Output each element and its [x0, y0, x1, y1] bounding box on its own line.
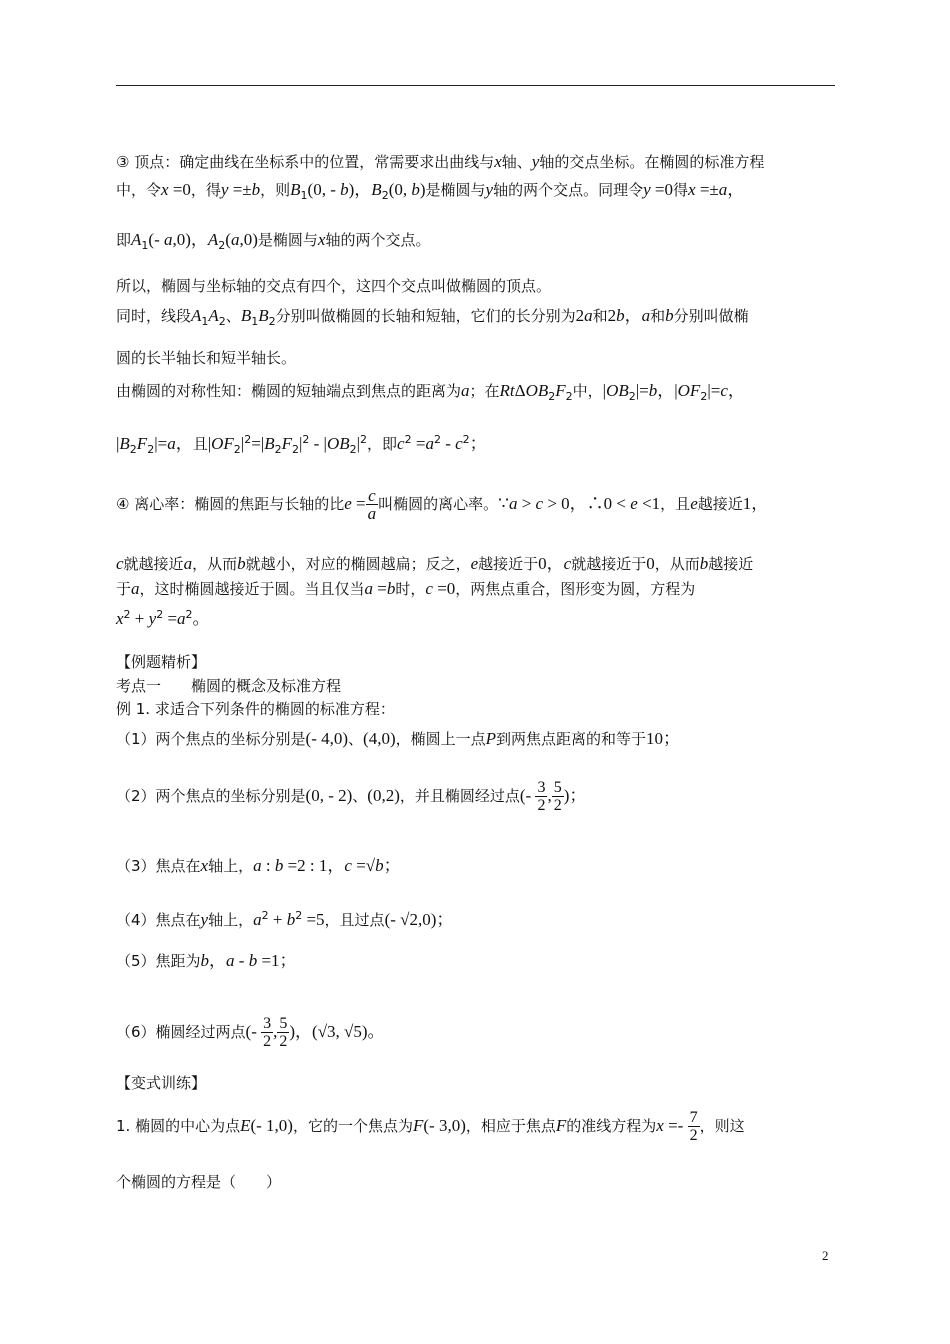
text: ，得 [190, 181, 221, 199]
text: 越接近于 [478, 555, 539, 573]
text: 同时，线段 [116, 307, 192, 325]
item-5: （5）焦距为b，a - b =1； [116, 951, 297, 970]
text: 越接近 [708, 555, 754, 573]
text: 得 [673, 181, 689, 199]
fraction-c-over-a: $\frac{c}{a}$ [367, 486, 377, 523]
text: 轴的两个交点。 [325, 231, 431, 249]
variant-1-line1: 1. 椭圆的中心为点E(- 1,0)，它的一个焦点为F(- 3,0)，相应于焦点F的准线方程为x =- $\frac{7}{2}$ ，则这 [116, 1109, 745, 1144]
text: （5）焦距为 [116, 952, 201, 970]
text: 分别叫做椭 [673, 307, 749, 325]
header-rule [116, 85, 835, 86]
text: 、 [352, 787, 368, 805]
text: ；在 [469, 382, 500, 400]
text: 是椭圆与 [257, 231, 318, 249]
para3-line2: 中，令x =0，得y =±b，则$B_1(0$, - b)，$B_2(0$, b)是椭圆与y轴的两个交点。同理令y =0得x =±a， [116, 180, 745, 202]
text: 、 [348, 730, 364, 748]
text: 且 [192, 435, 208, 453]
text: 轴上， [208, 857, 254, 875]
text: ，且过点 [324, 911, 385, 929]
para3-line3: 即$A_1(-$ a,0)，$A_2(a,0)$是椭圆与x轴的两个交点。 [116, 230, 431, 252]
text: 时， [395, 580, 426, 598]
text: 、 [225, 307, 241, 325]
text: ，这时椭圆越接近于圆。当且仅当 [139, 580, 365, 598]
text: ，且 [660, 495, 691, 513]
text: ④ 离心率：椭圆的焦距与长轴的比 [116, 495, 345, 513]
text: 分别叫做椭圆的长轴和短轴，它们的长分别为 [275, 307, 576, 325]
item-6: （6）椭圆经过两点(- $\frac{3}{2}$ , $\frac{5}{2}$ )，(√3, √5)。 [116, 1015, 385, 1050]
topic-title: 考点一 椭圆的概念及标准方程 [116, 677, 342, 695]
item-4: （4）焦点在y轴上，$a^2 + b^2 =5$，且过点(- √2,0)； [116, 909, 454, 929]
para4-line3: 于a，这时椭圆越接近于圆。当且仅当a =b时，c =0，两焦点重合，图形变为圆，方程为 [116, 579, 696, 598]
para4-line2: c就越接近a，从而b就越小，对应的椭圆越扁；反之，e越接近于0，c就越接近于0，从而b越接近 [116, 554, 754, 573]
text: 轴的两个交点。同理令 [493, 181, 644, 199]
text: 到两焦点距离的和等于 [496, 730, 647, 748]
text: （6）椭圆经过两点 [116, 1023, 246, 1041]
text: ，从而 [654, 555, 700, 573]
text: ③ 顶点：确定曲线在坐标系中的位置，常需要求出曲线与 [116, 153, 495, 171]
para-axes-line2: 圆的长半轴长和短半轴长。 [116, 349, 297, 367]
text: ，即 [367, 435, 398, 453]
text: 轴、 [501, 153, 532, 171]
variant-header: 【变式训练】 [116, 1074, 207, 1092]
text: （4）焦点在 [116, 911, 201, 929]
text: 轴的交点坐标。在椭圆的标准方程 [539, 153, 765, 171]
para-sym-line1: 由椭圆的对称性知：椭圆的短轴端点到焦点的距离为a；在$Rt\Delta OB_2F_2$中，$|OB_2|=b$，$|OF_2|=c$， [116, 381, 745, 403]
text: 轴上， [208, 911, 254, 929]
text: 由椭圆的对称性知：椭圆的短轴端点到焦点的距离为 [116, 382, 462, 400]
text: ，则这 [699, 1117, 745, 1135]
text: 的准线方程为 [566, 1117, 657, 1135]
para3-line1: ③ 顶点：确定曲线在坐标系中的位置，常需要求出曲线与x轴、y轴的交点坐标。在椭圆的标准方程 [116, 152, 765, 171]
text: 于 [116, 580, 132, 598]
text: 就越接近于 [571, 555, 647, 573]
text: 越接近 [697, 495, 743, 513]
para-axes-line1: 同时，线段$A_1A_2$、$B_1B_2$分别叫做椭圆的长轴和短轴，它们的长分别为2a和2b，a和b分别叫做椭 [116, 306, 749, 328]
text: ，椭圆上一点 [395, 730, 486, 748]
para4-line4: $x^2 + y^2 =a^2$。 [116, 608, 210, 628]
text: ，它的一个焦点为 [292, 1117, 413, 1135]
item-3: （3）焦点在x轴上，a : b =2 : 1，c =√b； [116, 856, 401, 875]
text: 叫椭圆的离心率。 [378, 495, 499, 513]
text: 是椭圆与 [425, 181, 486, 199]
para-sym-line2: $|B_2F_2|=a$，且$|OF_2|^2=|B_2F_2|^2 - |OB_2|^2$，即$c^2 =a^2 - c^2$； [116, 433, 487, 456]
text: （3）焦点在 [116, 857, 201, 875]
text: 和 [592, 307, 608, 325]
item-1: （1）两个焦点的坐标分别是(- 4,0)、(4,0)，椭圆上一点P到两焦点距离的和等于10； [116, 729, 681, 748]
text: 就越小，对应的椭圆越扁；反之， [245, 555, 471, 573]
text: （1）两个焦点的坐标分别是 [116, 730, 306, 748]
text: 中，令 [116, 181, 162, 199]
para-vertices: 所以，椭圆与坐标轴的交点有四个，这四个交点叫做椭圆的顶点。 [116, 277, 552, 295]
variant-1-line2: 个椭圆的方程是（ ） [116, 1173, 282, 1191]
text: 和 [650, 307, 666, 325]
text: （2）两个焦点的坐标分别是 [116, 787, 306, 805]
text: 中， [572, 382, 603, 400]
example-1-title: 例 1. 求适合下列条件的椭圆的标准方程： [116, 700, 395, 718]
text: ，则 [260, 181, 291, 199]
text: 即 [116, 231, 132, 249]
example-header: 【例题精析】 [116, 653, 207, 671]
text: 就越接近 [123, 555, 184, 573]
text: ，从而 [192, 555, 238, 573]
text: 1. 椭圆的中心为点 [116, 1117, 241, 1135]
text: ，相应于焦点 [465, 1117, 556, 1135]
para4-line1: ④ 离心率：椭圆的焦距与长轴的比e = $\frac{c}{a}$ 叫椭圆的离心率。∵a > c > 0，∴0 < e <1，且e越接近1， [116, 486, 769, 523]
text: ，两焦点重合，图形变为圆，方程为 [455, 580, 696, 598]
text: ，并且椭圆经过点 [399, 787, 520, 805]
item-2: （2）两个焦点的坐标分别是(0, - 2)、(0,2)，并且椭圆经过点(- $\frac{3}{2}$ , $\frac{5}{2}$ )； [116, 779, 587, 814]
page-number: 2 [822, 1248, 829, 1263]
